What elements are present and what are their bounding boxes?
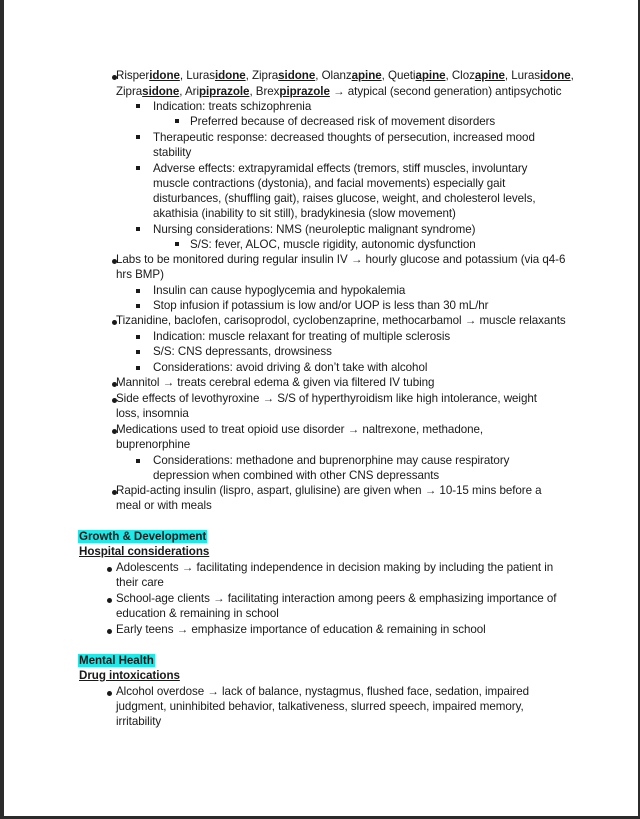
adolescents-line-2: their care (116, 576, 164, 589)
labs-line-2: hrs BMP) (116, 268, 164, 281)
adverse-line-2: muscle contractions (dystonia), and facial movements) especially gait (153, 177, 506, 190)
adverse-line-3: disturbances, (shuffling gait), raises glucose, weight, and cholesterol levels, (153, 192, 536, 205)
alcohol-line-3: irritability (116, 715, 162, 728)
insulin-line-1: Rapid-acting insulin (lispro, aspart, glulisine) are given when → 10-15 mins before a (116, 484, 542, 497)
antipsychotic-line-2: Ziprasidone, Aripiprazole, Brexpiprazole → atypical (second generation) antipsychotic (116, 85, 562, 98)
relaxants-line: Tizanidine, baclofen, carisoprodol, cyclobenzaprine, methocarbamol → muscle relaxants (116, 314, 566, 327)
bullet-square (136, 135, 140, 139)
bullet-dot (107, 629, 112, 634)
hospital-considerations-subheading: Hospital considerations (79, 545, 210, 558)
stop-infusion-text: Stop infusion if potassium is low and/or UOP is less than 30 mL/hr (153, 299, 489, 312)
relaxant-indication-text: Indication: muscle relaxant for treating of multiple sclerosis (153, 330, 451, 343)
antipsychotic-line-1: Risperidone, Lurasidone, Ziprasidone, Olanzapine, Quetiapine, Clozapine, Lurasidone, (116, 69, 574, 82)
bullet-square (136, 366, 140, 370)
school-age-line-1: School-age clients → facilitating interaction among peers & emphasizing importance of (116, 592, 557, 605)
opioid-considerations-line-1: Considerations: methadone and buprenorphine may cause respiratory (153, 454, 510, 467)
bullet-dot (107, 598, 112, 603)
relaxant-considerations-text: Considerations: avoid driving & don’t take with alcohol (153, 361, 428, 374)
relaxant-ss-text: S/S: CNS depressants, drowsiness (153, 345, 332, 358)
bullet-square (136, 304, 140, 308)
insulin-line-2: meal or with meals (116, 499, 212, 512)
bullet-square (136, 459, 140, 463)
early-teens-line: Early teens → emphasize importance of education & remaining in school (116, 623, 486, 636)
levothyroxine-line-2: loss, insomnia (116, 407, 189, 420)
mannitol-line: Mannitol → treats cerebral edema & given via filtered IV tubing (116, 376, 435, 389)
nursing-text: Nursing considerations: NMS (neuroleptic malignant syndrome) (153, 223, 476, 236)
labs-line-1: Labs to be monitored during regular insulin IV → hourly glucose and potassium (via q4-6 (116, 253, 566, 266)
bullet-dot (107, 567, 112, 572)
indication-text: Indication: treats schizophrenia (153, 100, 312, 113)
opioid-line-2: buprenorphine (116, 438, 191, 451)
bullet-dot (107, 691, 112, 696)
nms-ss-text: S/S: fever, ALOC, muscle rigidity, autonomic dysfunction (190, 238, 476, 251)
bullet-square (136, 227, 140, 231)
preferred-text: Preferred because of decreased risk of movement disorders (190, 115, 496, 128)
drug-intoxications-subheading: Drug intoxications (79, 669, 180, 682)
alcohol-line-2: judgment, uninhibited behavior, talkativeness, slurred speech, impaired memory, (116, 700, 524, 713)
alcohol-line-1: Alcohol overdose → lack of balance, nystagmus, flushed face, sedation, impaired (116, 685, 530, 698)
adverse-line-4: akathisia (inability to sit still), bradykinesia (slow movement) (153, 207, 456, 220)
adverse-line-1: Adverse effects: extrapyramidal effects (tremors, stiff muscles, involuntary (153, 162, 528, 175)
bullet-square (136, 166, 140, 170)
insulin-hypo-text: Insulin can cause hypoglycemia and hypokalemia (153, 284, 406, 297)
document-page (4, 0, 638, 816)
opioid-line-1: Medications used to treat opioid use disorder → naltrexone, methadone, (116, 423, 484, 436)
bullet-square (175, 119, 179, 123)
mental-health-heading: Mental Health (79, 654, 154, 667)
growth-heading: Growth & Development (79, 530, 207, 543)
adolescents-line-1: Adolescents → facilitating independence in decision making by including the patient in (116, 561, 554, 574)
opioid-considerations-line-2: depression when combined with other CNS depressants (153, 469, 440, 482)
bullet-square (136, 104, 140, 108)
bullet-square (136, 289, 140, 293)
bullet-square (136, 350, 140, 354)
therapeutic-line-2: stability (153, 146, 192, 159)
therapeutic-line-1: Therapeutic response: decreased thoughts of persecution, increased mood (153, 131, 535, 144)
levothyroxine-line-1: Side effects of levothyroxine → S/S of hyperthyroidism like high intolerance, weight (116, 392, 537, 405)
bullet-square (136, 335, 140, 339)
school-age-line-2: education & remaining in school (116, 607, 279, 620)
bullet-square (175, 242, 179, 246)
